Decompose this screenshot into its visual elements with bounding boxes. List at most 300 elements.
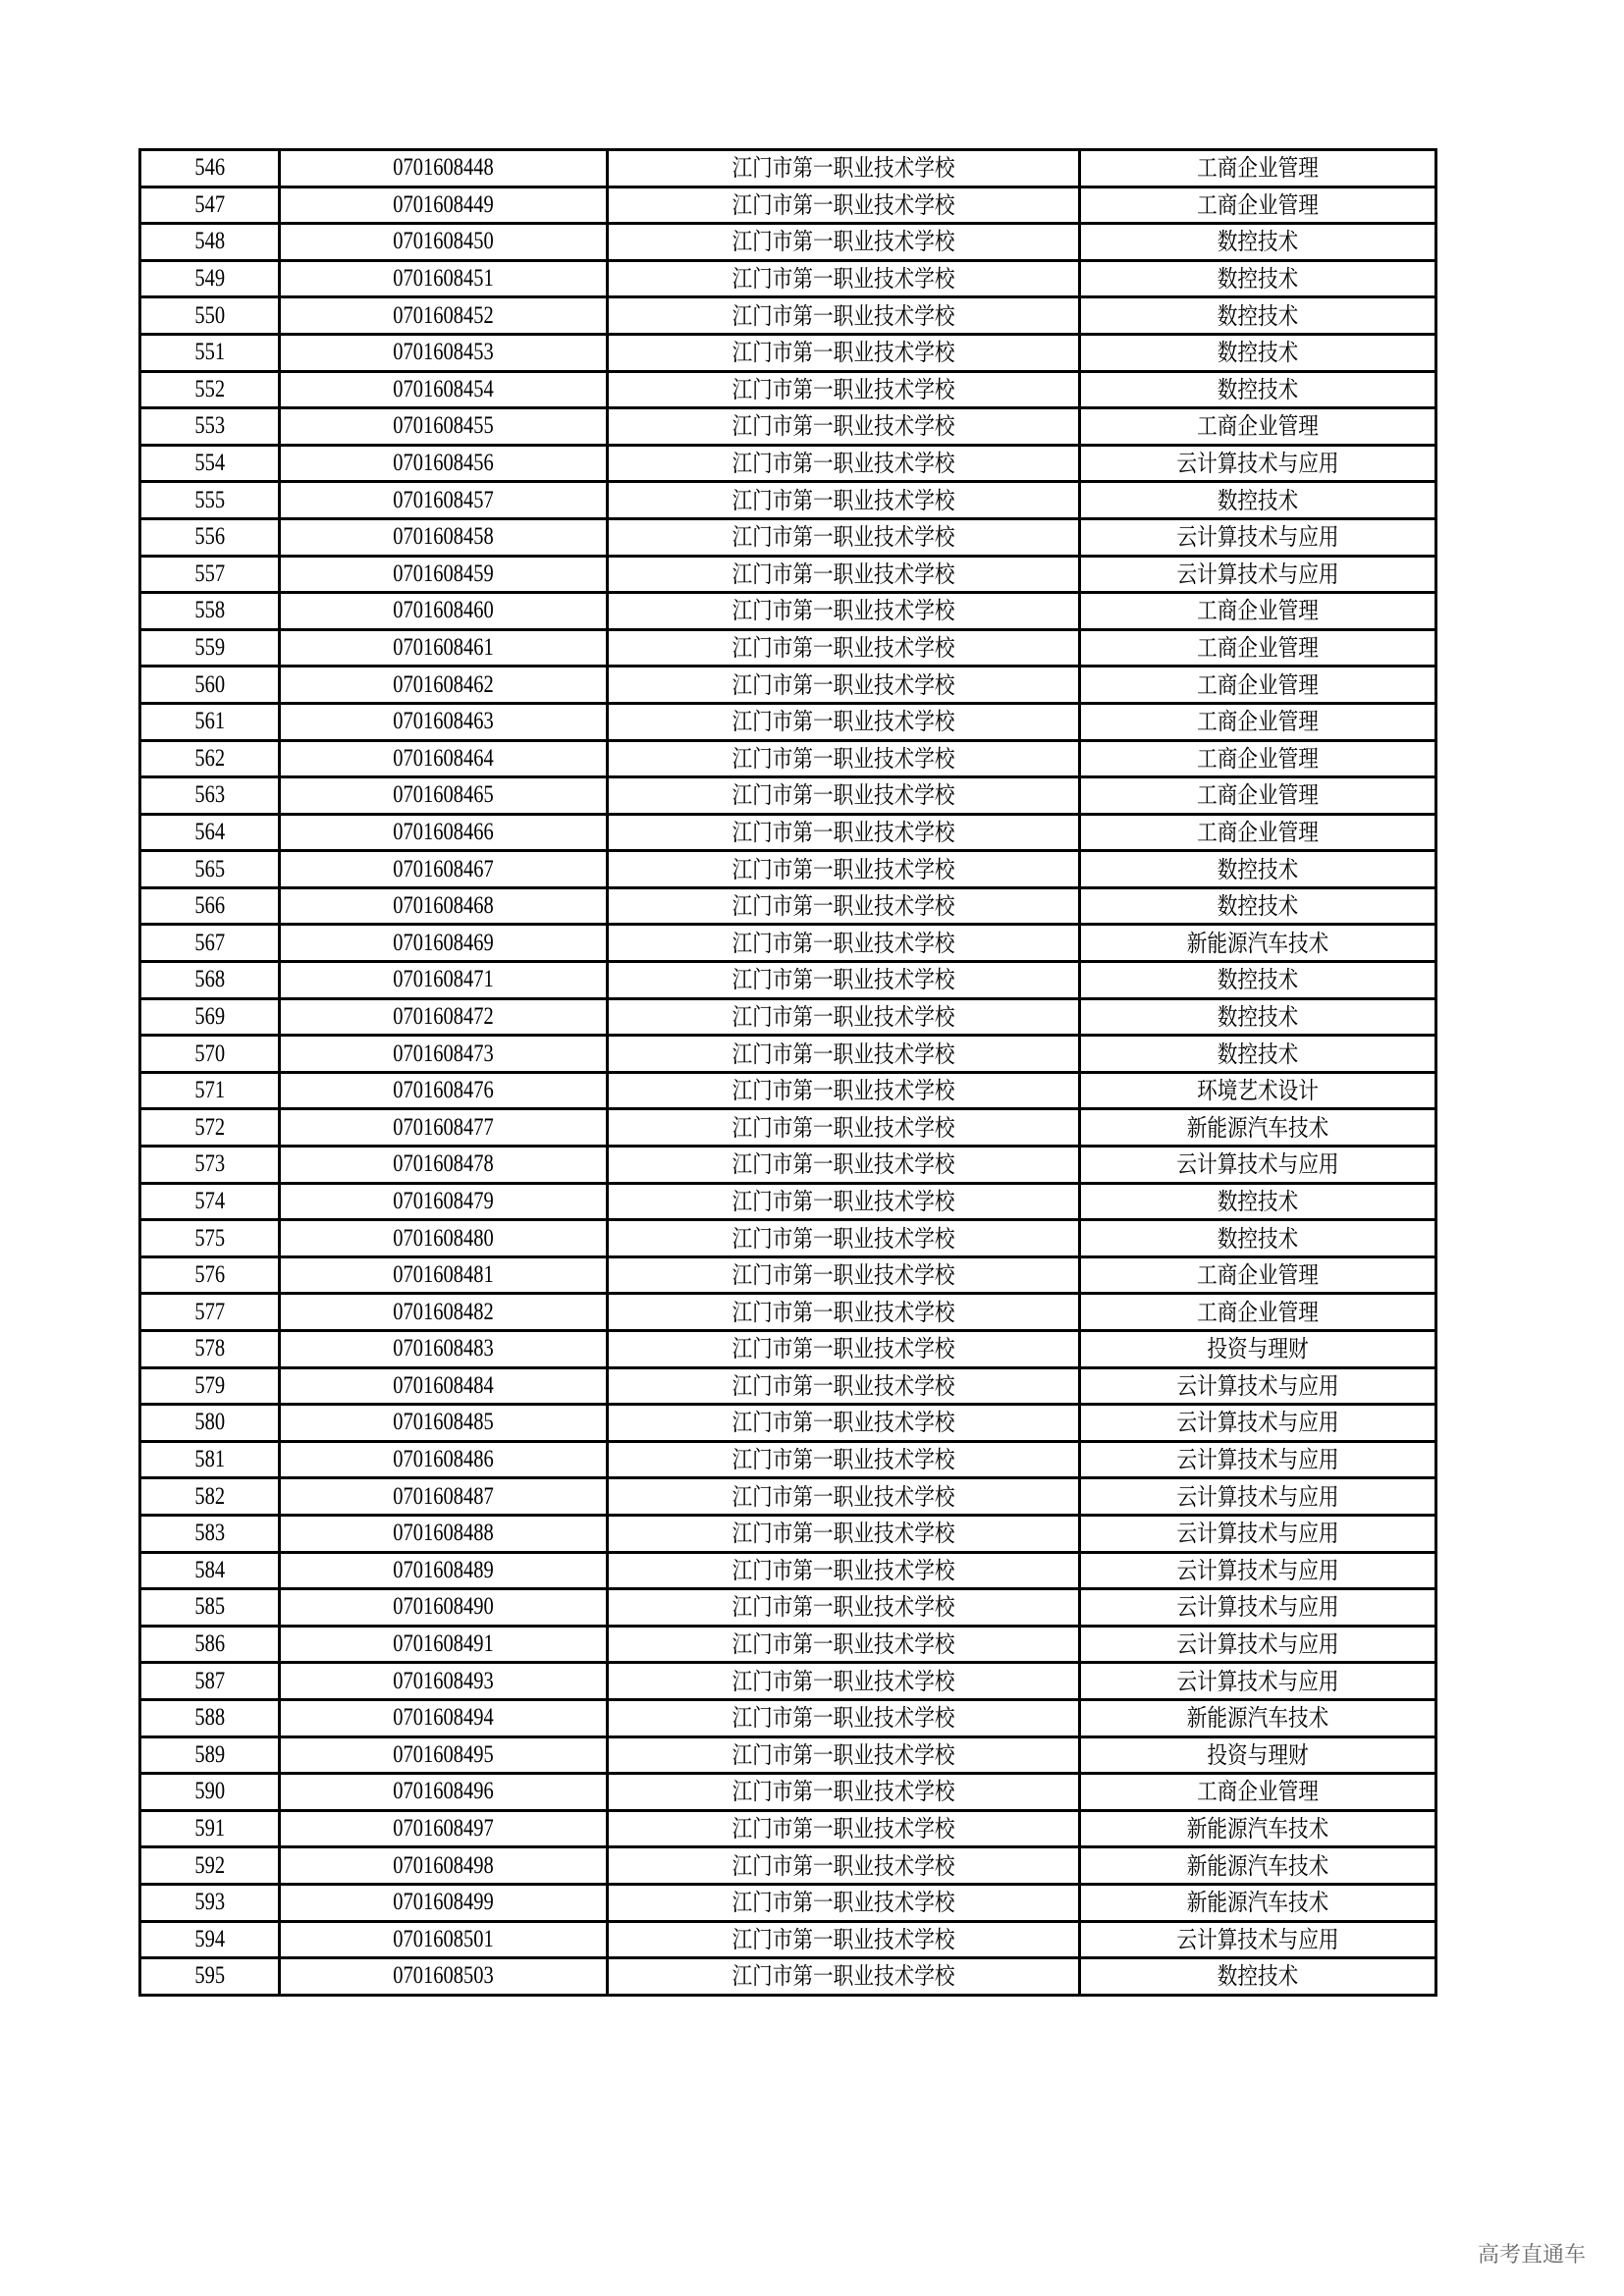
school-name: 江门市第一职业技术学校: [731, 708, 955, 736]
major-name-cell: [1080, 1036, 1436, 1073]
candidate-code-cell: [280, 1109, 608, 1147]
major-name: 云计算技术与应用: [1176, 1593, 1339, 1622]
row-index-cell: [140, 482, 280, 519]
school-name: 江门市第一职业技术学校: [731, 523, 955, 552]
school-name: 江门市第一职业技术学校: [731, 560, 955, 588]
candidate-code-cell: [280, 1147, 608, 1184]
row-index: 572: [194, 1113, 225, 1141]
school-name: 江门市第一职业技术学校: [731, 1778, 955, 1806]
school-name-cell: [608, 851, 1080, 888]
school-name-cell: [608, 334, 1080, 371]
major-name-cell: [1080, 518, 1436, 556]
row-index-cell: [140, 1847, 280, 1885]
candidate-code-cell: [280, 1405, 608, 1442]
school-name: 江门市第一职业技术学校: [731, 1077, 955, 1105]
candidate-code: 0701608450: [393, 228, 494, 255]
major-name-cell: [1080, 224, 1436, 261]
candidate-code: 0701608483: [393, 1335, 494, 1362]
candidate-code: 0701608503: [393, 1962, 494, 1990]
school-name-cell: [608, 224, 1080, 261]
table-row: [140, 445, 1436, 482]
candidate-code: 0701608494: [393, 1704, 494, 1732]
school-name: 江门市第一职业技术学校: [731, 1113, 955, 1142]
candidate-code: 0701608501: [393, 1925, 494, 1952]
school-name-cell: [608, 260, 1080, 297]
major-name: 云计算技术与应用: [1176, 1630, 1339, 1659]
school-name: 江门市第一职业技术学校: [731, 744, 955, 773]
major-name: 数控技术: [1217, 486, 1299, 514]
major-name-cell: [1080, 1109, 1436, 1147]
major-name: 数控技术: [1217, 892, 1299, 921]
table-row: [140, 703, 1436, 740]
major-name-cell: [1080, 593, 1436, 630]
row-index: 590: [194, 1778, 225, 1805]
table-row: [140, 1072, 1436, 1109]
school-name-cell: [608, 1367, 1080, 1405]
table-row: [140, 1958, 1436, 1996]
candidate-code: 0701608495: [393, 1740, 494, 1768]
table-row: [140, 556, 1436, 593]
candidate-code-cell: [280, 1847, 608, 1885]
row-index-cell: [140, 962, 280, 999]
candidate-code: 0701608489: [393, 1556, 494, 1583]
row-index: 586: [194, 1630, 225, 1658]
school-name-cell: [608, 1699, 1080, 1736]
major-name: 云计算技术与应用: [1176, 1667, 1339, 1695]
school-name-cell: [608, 1109, 1080, 1147]
school-name: 江门市第一职业技术学校: [731, 855, 955, 883]
candidate-code: 0701608479: [393, 1187, 494, 1214]
row-index: 547: [194, 190, 225, 218]
major-name: 数控技术: [1217, 265, 1299, 294]
major-name-cell: [1080, 814, 1436, 851]
major-name-cell: [1080, 1847, 1436, 1885]
candidate-code-cell: [280, 814, 608, 851]
table-row: [140, 740, 1436, 777]
school-name: 江门市第一职业技术学校: [731, 375, 955, 403]
major-name: 新能源汽车技术: [1186, 929, 1329, 957]
candidate-code-cell: [280, 1367, 608, 1405]
row-index: 581: [194, 1446, 225, 1473]
candidate-code: 0701608493: [393, 1667, 494, 1694]
school-name: 江门市第一职业技术学校: [731, 228, 955, 256]
major-name: 新能源汽车技术: [1186, 1851, 1329, 1880]
admission-list-table: [138, 148, 1437, 1997]
major-name-cell: [1080, 1663, 1436, 1700]
row-index: 566: [194, 892, 225, 920]
school-name: 江门市第一职业技术学校: [731, 1335, 955, 1363]
candidate-code: 0701608463: [393, 708, 494, 735]
school-name-cell: [608, 482, 1080, 519]
table-row: [140, 1847, 1436, 1885]
candidate-code: 0701608459: [393, 560, 494, 587]
school-name: 江门市第一职业技术学校: [731, 1187, 955, 1215]
major-name-cell: [1080, 556, 1436, 593]
row-index: 575: [194, 1224, 225, 1252]
row-index-cell: [140, 187, 280, 224]
major-name: 数控技术: [1217, 228, 1299, 256]
candidate-code: 0701608490: [393, 1593, 494, 1621]
major-name: 云计算技术与应用: [1176, 1150, 1339, 1179]
row-index-cell: [140, 851, 280, 888]
school-name-cell: [608, 998, 1080, 1036]
school-name-cell: [608, 1441, 1080, 1478]
row-index-cell: [140, 1256, 280, 1294]
major-name-cell: [1080, 1183, 1436, 1220]
major-name: 数控技术: [1217, 1002, 1299, 1031]
candidate-code-cell: [280, 1331, 608, 1368]
school-name: 江门市第一职业技术学校: [731, 154, 955, 183]
major-name-cell: [1080, 371, 1436, 408]
row-index: 571: [194, 1077, 225, 1104]
school-name-cell: [608, 1774, 1080, 1811]
major-name: 新能源汽车技术: [1186, 1889, 1329, 1917]
major-name-cell: [1080, 482, 1436, 519]
table-row: [140, 482, 1436, 519]
candidate-code: 0701608468: [393, 892, 494, 920]
major-name: 云计算技术与应用: [1176, 523, 1339, 552]
table-row: [140, 1515, 1436, 1552]
row-index-cell: [140, 1220, 280, 1257]
row-index: 567: [194, 929, 225, 956]
school-name-cell: [608, 1220, 1080, 1257]
candidate-code: 0701608456: [393, 450, 494, 477]
major-name: 投资与理财: [1207, 1335, 1309, 1363]
row-index-cell: [140, 1774, 280, 1811]
candidate-code: 0701608457: [393, 486, 494, 513]
candidate-code-cell: [280, 1183, 608, 1220]
row-index: 577: [194, 1298, 225, 1325]
row-index: 562: [194, 744, 225, 772]
major-name-cell: [1080, 1958, 1436, 1996]
row-index-cell: [140, 740, 280, 777]
table-row: [140, 1109, 1436, 1147]
table-row: [140, 1774, 1436, 1811]
candidate-code-cell: [280, 1810, 608, 1847]
major-name: 数控技术: [1217, 339, 1299, 367]
row-index-cell: [140, 998, 280, 1036]
school-name-cell: [608, 925, 1080, 962]
row-index: 574: [194, 1187, 225, 1214]
table-row: [140, 851, 1436, 888]
table-row: [140, 1183, 1436, 1220]
row-index: 570: [194, 1040, 225, 1067]
row-index-cell: [140, 1810, 280, 1847]
major-name-cell: [1080, 1884, 1436, 1921]
row-index: 556: [194, 523, 225, 551]
row-index-cell: [140, 777, 280, 815]
candidate-code: 0701608480: [393, 1224, 494, 1252]
candidate-code-cell: [280, 187, 608, 224]
row-index-cell: [140, 556, 280, 593]
row-index-cell: [140, 1736, 280, 1774]
candidate-code-cell: [280, 150, 608, 187]
table-row: [140, 962, 1436, 999]
major-name: 数控技术: [1217, 1224, 1299, 1253]
major-name: 环境艺术设计: [1197, 1077, 1319, 1105]
major-name: 云计算技术与应用: [1176, 1520, 1339, 1548]
table-row: [140, 1699, 1436, 1736]
school-name-cell: [608, 703, 1080, 740]
row-index: 589: [194, 1740, 225, 1768]
candidate-code: 0701608461: [393, 634, 494, 662]
major-name: 工商企业管理: [1197, 781, 1319, 810]
row-index: 565: [194, 855, 225, 882]
major-name: 数控技术: [1217, 855, 1299, 883]
major-name-cell: [1080, 1294, 1436, 1331]
major-name: 工商企业管理: [1197, 412, 1319, 441]
row-index-cell: [140, 1147, 280, 1184]
row-index-cell: [140, 1183, 280, 1220]
row-index: 593: [194, 1889, 225, 1916]
major-name-cell: [1080, 1552, 1436, 1589]
school-name: 江门市第一职业技术学校: [731, 634, 955, 663]
major-name-cell: [1080, 1072, 1436, 1109]
candidate-code-cell: [280, 962, 608, 999]
major-name: 新能源汽车技术: [1186, 1704, 1329, 1733]
major-name: 工商企业管理: [1197, 1261, 1319, 1290]
school-name-cell: [608, 1552, 1080, 1589]
school-name: 江门市第一职业技术学校: [731, 412, 955, 441]
candidate-code: 0701608484: [393, 1371, 494, 1399]
major-name: 工商企业管理: [1197, 634, 1319, 663]
row-index-cell: [140, 1405, 280, 1442]
row-index: 557: [194, 560, 225, 587]
row-index-cell: [140, 1294, 280, 1331]
table-row: [140, 297, 1436, 335]
candidate-code: 0701608487: [393, 1482, 494, 1510]
school-name: 江门市第一职业技术学校: [731, 1224, 955, 1253]
major-name: 投资与理财: [1207, 1740, 1309, 1769]
major-name-cell: [1080, 1405, 1436, 1442]
row-index: 583: [194, 1520, 225, 1547]
row-index-cell: [140, 1626, 280, 1663]
major-name-cell: [1080, 260, 1436, 297]
table-row: [140, 334, 1436, 371]
major-name-cell: [1080, 408, 1436, 446]
row-index-cell: [140, 593, 280, 630]
table-row: [140, 777, 1436, 815]
row-index: 568: [194, 966, 225, 993]
candidate-code: 0701608488: [393, 1520, 494, 1547]
table-row: [140, 1810, 1436, 1847]
major-name-cell: [1080, 1147, 1436, 1184]
school-name-cell: [608, 1958, 1080, 1996]
major-name: 新能源汽车技术: [1186, 1815, 1329, 1843]
table-row: [140, 1478, 1436, 1516]
major-name: 工商企业管理: [1197, 670, 1319, 699]
row-index-cell: [140, 1958, 280, 1996]
candidate-code: 0701608482: [393, 1298, 494, 1325]
table-row: [140, 260, 1436, 297]
major-name: 工商企业管理: [1197, 597, 1319, 625]
candidate-code: 0701608458: [393, 523, 494, 551]
row-index: 552: [194, 375, 225, 402]
school-name: 江门市第一职业技术学校: [731, 1371, 955, 1400]
candidate-code: 0701608498: [393, 1851, 494, 1879]
candidate-code-cell: [280, 593, 608, 630]
row-index-cell: [140, 1072, 280, 1109]
row-index: 546: [194, 154, 225, 182]
table-row: [140, 1036, 1436, 1073]
school-name: 江门市第一职业技术学校: [731, 1962, 955, 1991]
school-name: 江门市第一职业技术学校: [731, 1667, 955, 1695]
school-name-cell: [608, 1515, 1080, 1552]
school-name: 江门市第一职业技术学校: [731, 265, 955, 294]
major-name: 工商企业管理: [1197, 190, 1319, 219]
candidate-code-cell: [280, 1699, 608, 1736]
major-name-cell: [1080, 297, 1436, 335]
candidate-code-cell: [280, 887, 608, 925]
candidate-code-cell: [280, 334, 608, 371]
major-name-cell: [1080, 998, 1436, 1036]
row-index: 588: [194, 1704, 225, 1732]
major-name: 云计算技术与应用: [1176, 1925, 1339, 1953]
candidate-code-cell: [280, 1220, 608, 1257]
row-index-cell: [140, 1921, 280, 1958]
candidate-code-cell: [280, 1958, 608, 1996]
candidate-code-cell: [280, 1626, 608, 1663]
candidate-code-cell: [280, 1884, 608, 1921]
table-row: [140, 814, 1436, 851]
row-index-cell: [140, 224, 280, 261]
candidate-code: 0701608469: [393, 929, 494, 956]
school-name-cell: [608, 518, 1080, 556]
row-index: 576: [194, 1261, 225, 1289]
table-row: [140, 1736, 1436, 1774]
candidate-code: 0701608496: [393, 1778, 494, 1805]
school-name-cell: [608, 1478, 1080, 1516]
candidate-code-cell: [280, 1774, 608, 1811]
school-name-cell: [608, 408, 1080, 446]
row-index-cell: [140, 260, 280, 297]
school-name: 江门市第一职业技术学校: [731, 1630, 955, 1659]
row-index-cell: [140, 518, 280, 556]
candidate-code-cell: [280, 667, 608, 704]
table-row: [140, 629, 1436, 667]
school-name-cell: [608, 1626, 1080, 1663]
school-name-cell: [608, 150, 1080, 187]
candidate-code-cell: [280, 445, 608, 482]
candidate-code: 0701608464: [393, 744, 494, 772]
row-index-cell: [140, 1478, 280, 1516]
school-name-cell: [608, 593, 1080, 630]
table-row: [140, 1552, 1436, 1589]
major-name: 数控技术: [1217, 1187, 1299, 1215]
candidate-code: 0701608460: [393, 597, 494, 624]
row-index: 585: [194, 1593, 225, 1621]
school-name: 江门市第一职业技术学校: [731, 1298, 955, 1326]
row-index: 561: [194, 708, 225, 735]
candidate-code-cell: [280, 1072, 608, 1109]
row-index: 553: [194, 412, 225, 440]
major-name-cell: [1080, 445, 1436, 482]
row-index-cell: [140, 1367, 280, 1405]
candidate-code-cell: [280, 1552, 608, 1589]
major-name: 数控技术: [1217, 375, 1299, 403]
school-name: 江门市第一职业技术学校: [731, 818, 955, 846]
row-index-cell: [140, 1589, 280, 1627]
row-index-cell: [140, 371, 280, 408]
row-index-cell: [140, 667, 280, 704]
school-name-cell: [608, 1663, 1080, 1700]
row-index: 549: [194, 265, 225, 293]
row-index: 548: [194, 228, 225, 255]
major-name-cell: [1080, 1441, 1436, 1478]
major-name: 云计算技术与应用: [1176, 1371, 1339, 1400]
major-name-cell: [1080, 629, 1436, 667]
school-name-cell: [608, 1072, 1080, 1109]
candidate-code-cell: [280, 1515, 608, 1552]
table-row: [140, 224, 1436, 261]
candidate-code: 0701608481: [393, 1261, 494, 1289]
school-name-cell: [608, 629, 1080, 667]
major-name-cell: [1080, 1626, 1436, 1663]
table-row: [140, 187, 1436, 224]
candidate-code-cell: [280, 1736, 608, 1774]
row-index: 580: [194, 1409, 225, 1436]
major-name: 工商企业管理: [1197, 818, 1319, 846]
row-index: 558: [194, 597, 225, 624]
major-name-cell: [1080, 150, 1436, 187]
school-name: 江门市第一职业技术学校: [731, 670, 955, 699]
major-name-cell: [1080, 777, 1436, 815]
school-name: 江门市第一职业技术学校: [731, 1409, 955, 1437]
major-name-cell: [1080, 1774, 1436, 1811]
school-name: 江门市第一职业技术学校: [731, 1851, 955, 1880]
school-name: 江门市第一职业技术学校: [731, 1040, 955, 1068]
school-name: 江门市第一职业技术学校: [731, 1261, 955, 1290]
row-index: 584: [194, 1556, 225, 1583]
candidate-code-cell: [280, 1294, 608, 1331]
major-name-cell: [1080, 851, 1436, 888]
candidate-code: 0701608499: [393, 1889, 494, 1916]
major-name-cell: [1080, 1367, 1436, 1405]
school-name: 江门市第一职业技术学校: [731, 1482, 955, 1511]
school-name-cell: [608, 1331, 1080, 1368]
school-name: 江门市第一职业技术学校: [731, 1815, 955, 1843]
school-name: 江门市第一职业技术学校: [731, 1925, 955, 1953]
school-name: 江门市第一职业技术学校: [731, 1002, 955, 1031]
major-name-cell: [1080, 1736, 1436, 1774]
major-name: 云计算技术与应用: [1176, 450, 1339, 478]
row-index-cell: [140, 1699, 280, 1736]
major-name-cell: [1080, 1478, 1436, 1516]
school-name-cell: [608, 297, 1080, 335]
row-index-cell: [140, 703, 280, 740]
table-row: [140, 667, 1436, 704]
candidate-code-cell: [280, 998, 608, 1036]
school-name-cell: [608, 1589, 1080, 1627]
row-index: 559: [194, 634, 225, 662]
candidate-code: 0701608453: [393, 339, 494, 366]
row-index-cell: [140, 334, 280, 371]
row-index: 563: [194, 781, 225, 809]
candidate-code: 0701608462: [393, 670, 494, 698]
candidate-code: 0701608485: [393, 1409, 494, 1436]
row-index-cell: [140, 925, 280, 962]
row-index-cell: [140, 887, 280, 925]
row-index-cell: [140, 1663, 280, 1700]
row-index: 560: [194, 670, 225, 698]
row-index-cell: [140, 1515, 280, 1552]
table-row: [140, 1220, 1436, 1257]
major-name-cell: [1080, 1331, 1436, 1368]
major-name: 云计算技术与应用: [1176, 1446, 1339, 1474]
major-name: 工商企业管理: [1197, 1778, 1319, 1806]
row-index-cell: [140, 408, 280, 446]
school-name-cell: [608, 814, 1080, 851]
